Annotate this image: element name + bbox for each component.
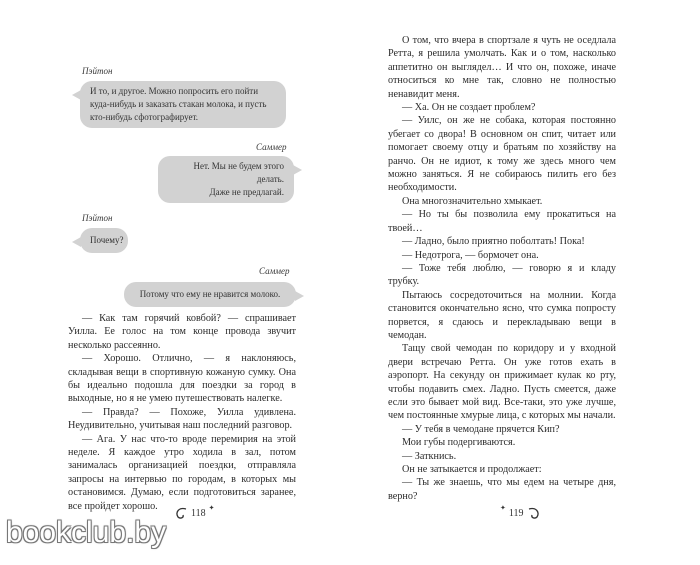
- paragraph: — Заткнись.: [402, 450, 457, 462]
- chat-line: И то, и другое. Можно попросить его пойти: [90, 86, 259, 96]
- page-number-text: 119: [508, 507, 524, 519]
- paragraph: — Тоже тебя люблю, — говорю я и кладу трубку.: [388, 262, 616, 288]
- chat-sender-name: Пэйтон: [82, 213, 113, 223]
- paragraph: — Хорошо. Отлично, — я наклоняюсь, складывая вещи в спортивную кожаную сумку. Она бы идеально подошла для поездки за город в выходные, но я не умею путешествовать налегке.: [68, 353, 296, 405]
- paragraph: — У тебя в чемодане прячется Кип?: [402, 423, 560, 435]
- left-page-body: [68, 312, 296, 513]
- site-watermark: bookclub.by: [6, 516, 167, 549]
- paragraph: — Ладно, было приятно поболтать! Пока!: [402, 236, 585, 248]
- chat-line: Потому что ему не нравится молоко.: [139, 289, 281, 299]
- paragraph: Тащу свой чемодан по коридору и у входной двери встречаю Ретта. Он уже готов ехать в аэропорт. На секунду он прижимает кулак ко рту, чтобы подавить смех. Ладно. Пусть смеется, даже если это бывает мой вид. Все-таки, это уже лучше, чем постоянные хмурые лица, с которых мы начали.: [388, 343, 616, 422]
- chat-line: куда-нибудь и заказать стакан молока, и пусть: [90, 99, 267, 109]
- star-ornament-icon: ✦: [500, 504, 506, 512]
- chat-sender-name: Саммер: [256, 142, 287, 152]
- chat-line: Даже не предлагай.: [209, 187, 284, 197]
- chat-sender-name: Саммер: [259, 266, 290, 276]
- right-page: [350, 0, 700, 565]
- paragraph: Пытаюсь сосредоточиться на молнии. Когда становится окончательно ясно, что сумка попросту порвется, я сдаюсь и перекладываю вещи в чемодан.: [388, 289, 616, 341]
- chat-bubble-outgoing: [124, 282, 296, 307]
- paragraph: — Правда? — Похоже, Уилла удивлена. Неудивительно, учитывая наш последний разговор.: [68, 406, 296, 432]
- paragraph: О том, что вчера в спортзале я чуть не оседлала Ретта, я решила умолчать. Как и о том, насколько аппетитно он выглядел… И что он, похоже, иначе относиться ко мне так, словно не полностью ненавидит меня.: [388, 35, 616, 100]
- paragraph: — Ты же знаешь, что мы едем на четыре дня, верно?: [388, 477, 616, 502]
- paragraph: — Но ты бы позволила ему прокатиться на твоей…: [388, 209, 616, 234]
- page-number-text: 118: [191, 507, 206, 519]
- chat-bubble-incoming: [80, 228, 128, 253]
- chat-bubble-outgoing: [158, 156, 294, 203]
- paragraph: — Недотрога, — бормочет она.: [402, 249, 539, 261]
- chat-line: кто-нибудь сфотографирует.: [90, 112, 199, 122]
- swirl-ornament-icon: [174, 506, 188, 520]
- right-page-body: [388, 34, 616, 503]
- star-ornament-icon: ✦: [208, 504, 215, 512]
- paragraph: Он не затыкается и продолжает:: [402, 464, 542, 475]
- page-number-left: [174, 506, 215, 520]
- chat-bubble-incoming: [80, 81, 286, 128]
- chat-line: Нет. Мы не будем этого делать.: [193, 161, 284, 184]
- chat-line: Почему?: [90, 235, 124, 245]
- page-number-right: [500, 506, 541, 520]
- paragraph: — Ага. У нас что-то вроде перемирия на этой неделе. Я каждое утро ходила в зал, потом занималась организацией поездки, отправляла запросы на интервью по городам, в которых мы остановимся. Думаю, если подготовиться заранее, все пройдет хорошо.: [68, 433, 296, 512]
- paragraph: — Ха. Он не создает проблем?: [402, 102, 536, 114]
- swirl-ornament-icon: [527, 506, 541, 520]
- paragraph: — Уилс, он же не собака, которая постоянно убегает со двора! В основном он спит, читает или помогает своему отцу и братьям по хозяйству на ранчо. Он не идиот, к тому же здесь много чем можно заняться. Я не собираюсь пилить его без необходимости.: [388, 115, 616, 194]
- paragraph: Она многозначительно хмыкает.: [402, 195, 543, 207]
- chat-sender-name: Пэйтон: [82, 66, 113, 76]
- paragraph: Мои губы подергиваются.: [402, 437, 516, 449]
- paragraph: — Как там горячий ковбой? — спрашивает Уилла. Ее голос на том конце провода звучит несколько рассеянно.: [68, 313, 296, 351]
